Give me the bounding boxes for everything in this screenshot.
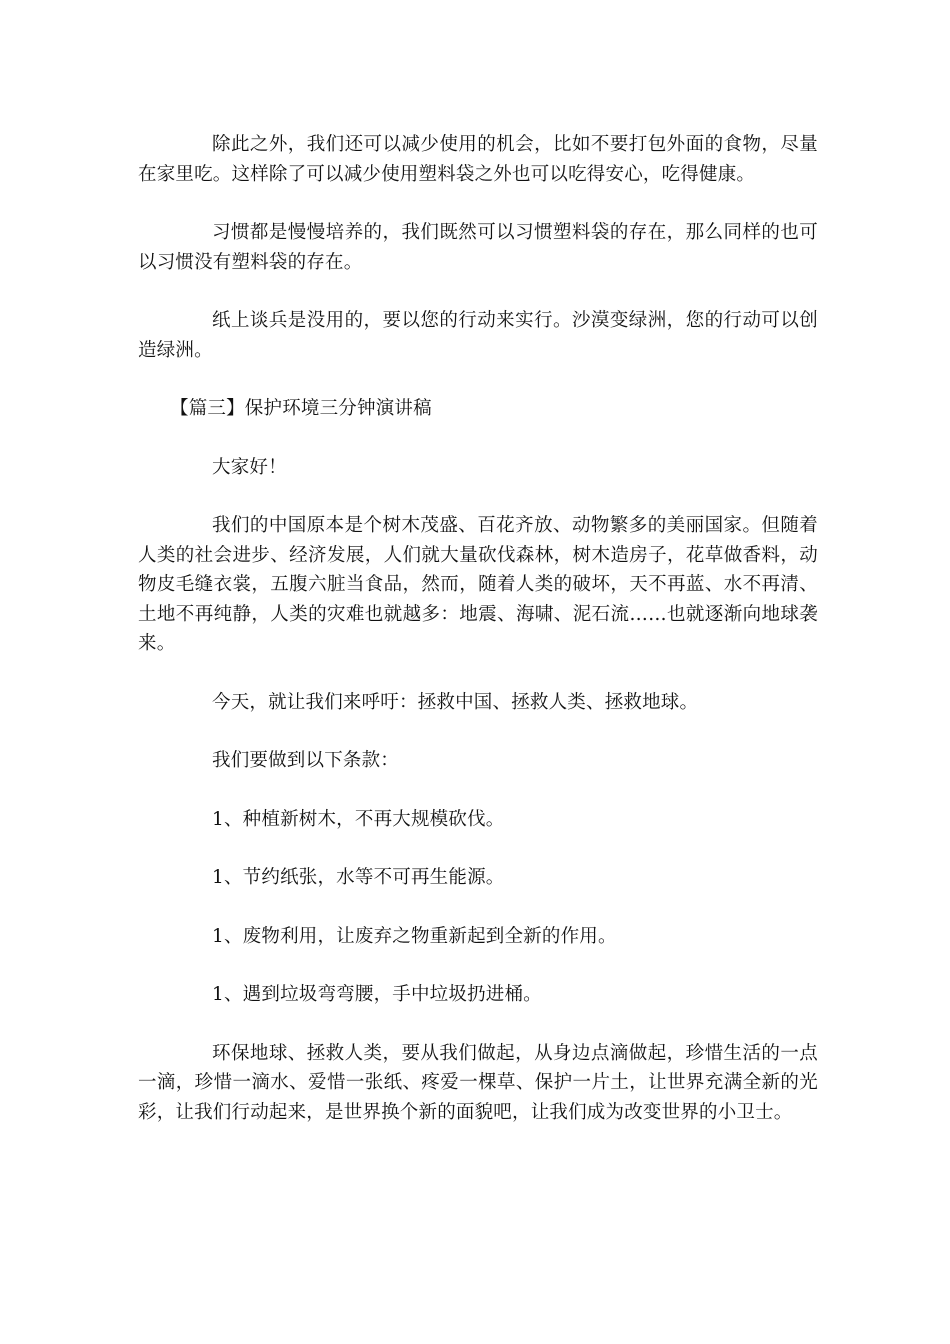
paragraph: 习惯都是慢慢培养的，我们既然可以习惯塑料袋的存在，那么同样的也可以习惯没有塑料袋的存在。 — [138, 222, 818, 273]
paragraph: 我们的中国原本是个树木茂盛、百花齐放、动物繁多的美丽国家。但随着人类的社会进步、经济发展，人们就大量砍伐森林，树木造房子，花草做香料，动物皮毛缝衣裳，五腹六脏当食品，然而，随着人类的破坏，天不再蓝、水不再清、土地不再纯静，人类的灾难也就越多：地震、海啸、泥石流……也就逐渐向地球袭来。 — [138, 515, 818, 654]
paragraph: 今天，就让我们来呼吁：拯救中国、拯救人类、拯救地球。 — [212, 691, 699, 713]
paragraph: 我们要做到以下条款： — [212, 750, 400, 771]
paragraph: 纸上谈兵是没用的，要以您的行动来实行。沙漠变绿洲，您的行动可以创造绿洲。 — [138, 310, 818, 361]
greeting: 大家好！ — [212, 456, 287, 478]
document-page — [138, 130, 818, 1156]
list-item: 1、废物利用，让废弃之物重新起到全新的作用。 — [212, 925, 617, 947]
paragraph: 环保地球、拯救人类，要从我们做起，从身边点滴做起，珍惜生活的一点一滴，珍惜一滴水、爱惜一张纸、疼爱一棵草、保护一片土，让世界充满全新的光彩，让我们行动起来，是世界换个新的面貌吧，让我们成为改变世界的小卫士。 — [138, 1042, 818, 1123]
paragraph: 除此之外，我们还可以减少使用的机会，比如不要打包外面的食物，尽量在家里吃。这样除了可以减少使用塑料袋之外也可以吃得安心，吃得健康。 — [138, 134, 818, 185]
section-heading: 【篇三】保护环境三分钟演讲稿 — [170, 398, 432, 419]
list-item: 1、节约纸张，水等不可再生能源。 — [212, 867, 505, 888]
list-item: 1、遇到垃圾弯弯腰，手中垃圾扔进桶。 — [212, 984, 542, 1005]
list-item: 1、种植新树木，不再大规模砍伐。 — [212, 808, 505, 830]
